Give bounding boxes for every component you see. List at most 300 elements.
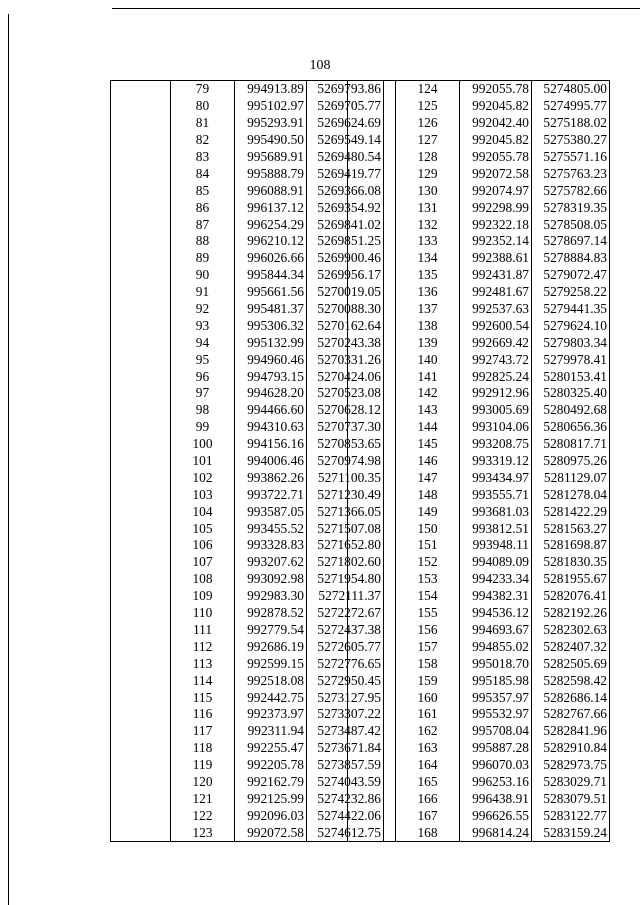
y-coordinate-cell: 5282407.32	[532, 638, 610, 655]
table-row	[348, 284, 610, 301]
table-row	[111, 250, 384, 267]
table-row	[348, 486, 610, 503]
point-number-cell: 151	[396, 537, 460, 554]
blank-cell	[111, 638, 171, 655]
point-number-cell: 108	[171, 571, 235, 588]
blank-cell	[111, 537, 171, 554]
table-row	[348, 216, 610, 233]
point-number-cell: 137	[396, 301, 460, 318]
table-row	[348, 672, 610, 689]
x-coordinate-cell: 993005.69	[460, 402, 532, 419]
x-coordinate-cell: 993455.52	[235, 520, 307, 537]
blank-cell	[111, 368, 171, 385]
x-coordinate-cell: 992055.78	[460, 149, 532, 166]
blank-cell	[348, 199, 396, 216]
blank-cell	[348, 81, 396, 98]
x-coordinate-cell: 996254.29	[235, 216, 307, 233]
table-row	[111, 706, 384, 723]
point-number-cell: 99	[171, 419, 235, 436]
table-row	[111, 723, 384, 740]
point-number-cell: 120	[171, 774, 235, 791]
x-coordinate-cell: 992518.08	[235, 672, 307, 689]
y-coordinate-cell: 5281698.87	[532, 537, 610, 554]
y-coordinate-cell: 5270019.05	[307, 284, 384, 301]
table-row	[111, 469, 384, 486]
table-row	[348, 622, 610, 639]
blank-cell	[111, 233, 171, 250]
point-number-cell: 96	[171, 368, 235, 385]
point-number-cell: 98	[171, 402, 235, 419]
table-row	[111, 81, 384, 98]
y-coordinate-cell: 5269900.46	[307, 250, 384, 267]
y-coordinate-cell: 5272950.45	[307, 672, 384, 689]
y-coordinate-cell: 5269851.25	[307, 233, 384, 250]
point-number-cell: 102	[171, 469, 235, 486]
point-number-cell: 94	[171, 334, 235, 351]
y-coordinate-cell: 5282686.14	[532, 689, 610, 706]
point-number-cell: 111	[171, 622, 235, 639]
point-number-cell: 123	[171, 824, 235, 841]
blank-cell	[348, 351, 396, 368]
blank-cell	[111, 132, 171, 149]
table-row	[348, 689, 610, 706]
blank-cell	[111, 149, 171, 166]
y-coordinate-cell: 5282076.41	[532, 588, 610, 605]
table-row	[111, 165, 384, 182]
blank-cell	[348, 115, 396, 132]
table-row	[348, 436, 610, 453]
blank-cell	[111, 436, 171, 453]
point-number-cell: 153	[396, 571, 460, 588]
blank-cell	[111, 571, 171, 588]
left-margin-rule	[8, 14, 9, 905]
table-row	[111, 520, 384, 537]
point-number-cell: 149	[396, 503, 460, 520]
x-coordinate-cell: 992599.15	[235, 655, 307, 672]
point-number-cell: 124	[396, 81, 460, 98]
point-number-cell: 79	[171, 81, 235, 98]
y-coordinate-cell: 5272605.77	[307, 638, 384, 655]
table-row	[111, 537, 384, 554]
x-coordinate-cell: 992162.79	[235, 774, 307, 791]
blank-cell	[348, 537, 396, 554]
table-row	[111, 267, 384, 284]
table-row	[111, 689, 384, 706]
point-number-cell: 112	[171, 638, 235, 655]
blank-cell	[111, 757, 171, 774]
blank-cell	[111, 554, 171, 571]
coordinates-table-left	[110, 80, 384, 842]
point-number-cell: 142	[396, 385, 460, 402]
x-coordinate-cell: 992055.78	[460, 81, 532, 98]
y-coordinate-cell: 5282973.75	[532, 757, 610, 774]
x-coordinate-cell: 993555.71	[460, 486, 532, 503]
blank-cell	[348, 672, 396, 689]
y-coordinate-cell: 5282841.96	[532, 723, 610, 740]
table-row	[111, 351, 384, 368]
x-coordinate-cell: 995689.91	[235, 149, 307, 166]
point-number-cell: 165	[396, 774, 460, 791]
y-coordinate-cell: 5281422.29	[532, 503, 610, 520]
table-row	[111, 199, 384, 216]
point-number-cell: 152	[396, 554, 460, 571]
blank-cell	[348, 605, 396, 622]
table-row	[348, 199, 610, 216]
table-row	[111, 790, 384, 807]
table-row	[111, 402, 384, 419]
point-number-cell: 100	[171, 436, 235, 453]
y-coordinate-cell: 5273487.42	[307, 723, 384, 740]
blank-cell	[348, 638, 396, 655]
x-coordinate-cell: 992042.40	[460, 115, 532, 132]
blank-cell	[348, 520, 396, 537]
x-coordinate-cell: 995102.97	[235, 98, 307, 115]
point-number-cell: 157	[396, 638, 460, 655]
table-row	[111, 622, 384, 639]
y-coordinate-cell: 5279978.41	[532, 351, 610, 368]
table-row	[111, 824, 384, 841]
point-number-cell: 97	[171, 385, 235, 402]
blank-cell	[348, 554, 396, 571]
point-number-cell: 167	[396, 807, 460, 824]
x-coordinate-cell: 992045.82	[460, 132, 532, 149]
point-number-cell: 90	[171, 267, 235, 284]
blank-cell	[348, 807, 396, 824]
x-coordinate-cell: 992686.19	[235, 638, 307, 655]
point-number-cell: 140	[396, 351, 460, 368]
point-number-cell: 141	[396, 368, 460, 385]
x-coordinate-cell: 992373.97	[235, 706, 307, 723]
point-number-cell: 103	[171, 486, 235, 503]
y-coordinate-cell: 5270974.98	[307, 453, 384, 470]
point-number-cell: 88	[171, 233, 235, 250]
table-row	[111, 182, 384, 199]
blank-cell	[348, 723, 396, 740]
x-coordinate-cell: 992442.75	[235, 689, 307, 706]
point-number-cell: 143	[396, 402, 460, 419]
point-number-cell: 161	[396, 706, 460, 723]
point-number-cell: 85	[171, 182, 235, 199]
x-coordinate-cell: 994628.20	[235, 385, 307, 402]
y-coordinate-cell: 5274805.00	[532, 81, 610, 98]
x-coordinate-cell: 993208.75	[460, 436, 532, 453]
x-coordinate-cell: 994536.12	[460, 605, 532, 622]
x-coordinate-cell: 996088.91	[235, 182, 307, 199]
x-coordinate-cell: 992878.52	[235, 605, 307, 622]
point-number-cell: 122	[171, 807, 235, 824]
blank-cell	[111, 301, 171, 318]
blank-cell	[348, 655, 396, 672]
blank-cell	[111, 672, 171, 689]
x-coordinate-cell: 995887.28	[460, 740, 532, 757]
top-rule	[112, 8, 640, 9]
blank-cell	[348, 385, 396, 402]
point-number-cell: 119	[171, 757, 235, 774]
table-row	[111, 807, 384, 824]
y-coordinate-cell: 5271230.49	[307, 486, 384, 503]
x-coordinate-cell: 992074.97	[460, 182, 532, 199]
y-coordinate-cell: 5279803.34	[532, 334, 610, 351]
x-coordinate-cell: 993862.26	[235, 469, 307, 486]
y-coordinate-cell: 5282910.84	[532, 740, 610, 757]
point-number-cell: 164	[396, 757, 460, 774]
blank-cell	[348, 824, 396, 841]
blank-cell	[348, 402, 396, 419]
x-coordinate-cell: 995018.70	[460, 655, 532, 672]
blank-cell	[111, 284, 171, 301]
point-number-cell: 144	[396, 419, 460, 436]
table-row	[348, 419, 610, 436]
point-number-cell: 158	[396, 655, 460, 672]
point-number-cell: 113	[171, 655, 235, 672]
y-coordinate-cell: 5281278.04	[532, 486, 610, 503]
y-coordinate-cell: 5282767.66	[532, 706, 610, 723]
y-coordinate-cell: 5269354.92	[307, 199, 384, 216]
point-number-cell: 148	[396, 486, 460, 503]
blank-cell	[348, 588, 396, 605]
blank-cell	[111, 98, 171, 115]
table-row	[111, 774, 384, 791]
x-coordinate-cell: 996814.24	[460, 824, 532, 841]
y-coordinate-cell: 5275571.16	[532, 149, 610, 166]
y-coordinate-cell: 5269841.02	[307, 216, 384, 233]
y-coordinate-cell: 5269705.77	[307, 98, 384, 115]
x-coordinate-cell: 994793.15	[235, 368, 307, 385]
blank-cell	[111, 351, 171, 368]
blank-cell	[111, 469, 171, 486]
y-coordinate-cell: 5272111.37	[307, 588, 384, 605]
table-row	[348, 301, 610, 318]
point-number-cell: 166	[396, 790, 460, 807]
y-coordinate-cell: 5280817.71	[532, 436, 610, 453]
x-coordinate-cell: 992125.99	[235, 790, 307, 807]
x-coordinate-cell: 993948.11	[460, 537, 532, 554]
point-number-cell: 132	[396, 216, 460, 233]
y-coordinate-cell: 5272437.38	[307, 622, 384, 639]
x-coordinate-cell: 995357.97	[460, 689, 532, 706]
table-row	[111, 334, 384, 351]
blank-cell	[111, 317, 171, 334]
point-number-cell: 125	[396, 98, 460, 115]
x-coordinate-cell: 992743.72	[460, 351, 532, 368]
table-row	[348, 250, 610, 267]
point-number-cell: 130	[396, 182, 460, 199]
blank-cell	[111, 790, 171, 807]
blank-cell	[348, 469, 396, 486]
y-coordinate-cell: 5269793.86	[307, 81, 384, 98]
blank-cell	[348, 149, 396, 166]
blank-cell	[111, 250, 171, 267]
table-row	[348, 334, 610, 351]
table-row	[111, 486, 384, 503]
x-coordinate-cell: 992205.78	[235, 757, 307, 774]
y-coordinate-cell: 5282192.26	[532, 605, 610, 622]
table-row	[348, 503, 610, 520]
x-coordinate-cell: 996137.12	[235, 199, 307, 216]
x-coordinate-cell: 992096.03	[235, 807, 307, 824]
table-row	[111, 453, 384, 470]
y-coordinate-cell: 5283029.71	[532, 774, 610, 791]
x-coordinate-cell: 993207.62	[235, 554, 307, 571]
blank-cell	[111, 740, 171, 757]
x-coordinate-cell: 992255.47	[235, 740, 307, 757]
blank-cell	[111, 216, 171, 233]
blank-cell	[348, 250, 396, 267]
blank-cell	[348, 301, 396, 318]
table-row	[111, 216, 384, 233]
y-coordinate-cell: 5269549.14	[307, 132, 384, 149]
y-coordinate-cell: 5270523.08	[307, 385, 384, 402]
point-number-cell: 159	[396, 672, 460, 689]
y-coordinate-cell: 5280656.36	[532, 419, 610, 436]
table-row	[111, 503, 384, 520]
blank-cell	[348, 233, 396, 250]
point-number-cell: 131	[396, 199, 460, 216]
y-coordinate-cell: 5274043.59	[307, 774, 384, 791]
table-row	[111, 284, 384, 301]
x-coordinate-cell: 992537.63	[460, 301, 532, 318]
y-coordinate-cell: 5270088.30	[307, 301, 384, 318]
point-number-cell: 87	[171, 216, 235, 233]
y-coordinate-cell: 5280325.40	[532, 385, 610, 402]
y-coordinate-cell: 5275188.02	[532, 115, 610, 132]
blank-cell	[111, 520, 171, 537]
blank-cell	[111, 81, 171, 98]
y-coordinate-cell: 5271507.08	[307, 520, 384, 537]
point-number-cell: 155	[396, 605, 460, 622]
y-coordinate-cell: 5275782.66	[532, 182, 610, 199]
table-row	[348, 402, 610, 419]
blank-cell	[111, 689, 171, 706]
blank-cell	[111, 807, 171, 824]
x-coordinate-cell: 996253.16	[460, 774, 532, 791]
coordinates-table-right	[347, 80, 610, 842]
x-coordinate-cell: 993328.83	[235, 537, 307, 554]
y-coordinate-cell: 5269624.69	[307, 115, 384, 132]
table-row	[348, 469, 610, 486]
point-number-cell: 80	[171, 98, 235, 115]
y-coordinate-cell: 5271366.05	[307, 503, 384, 520]
x-coordinate-cell: 992352.14	[460, 233, 532, 250]
table-row	[348, 655, 610, 672]
blank-cell	[348, 317, 396, 334]
blank-cell	[111, 706, 171, 723]
blank-cell	[111, 486, 171, 503]
table-row	[348, 267, 610, 284]
blank-cell	[348, 503, 396, 520]
blank-cell	[111, 655, 171, 672]
x-coordinate-cell: 994913.89	[235, 81, 307, 98]
blank-cell	[348, 706, 396, 723]
table-row	[348, 723, 610, 740]
point-number-cell: 146	[396, 453, 460, 470]
table-row	[111, 115, 384, 132]
point-number-cell: 110	[171, 605, 235, 622]
table-row	[348, 588, 610, 605]
point-number-cell: 126	[396, 115, 460, 132]
table-row	[348, 706, 610, 723]
point-number-cell: 91	[171, 284, 235, 301]
x-coordinate-cell: 995306.32	[235, 317, 307, 334]
table-row	[348, 317, 610, 334]
blank-cell	[111, 182, 171, 199]
point-number-cell: 139	[396, 334, 460, 351]
x-coordinate-cell: 996210.12	[235, 233, 307, 250]
point-number-cell: 133	[396, 233, 460, 250]
blank-cell	[348, 790, 396, 807]
y-coordinate-cell: 5270424.06	[307, 368, 384, 385]
x-coordinate-cell: 994006.46	[235, 453, 307, 470]
y-coordinate-cell: 5279258.22	[532, 284, 610, 301]
table-row	[111, 149, 384, 166]
x-coordinate-cell: 996438.91	[460, 790, 532, 807]
point-number-cell: 89	[171, 250, 235, 267]
blank-cell	[348, 165, 396, 182]
x-coordinate-cell: 992669.42	[460, 334, 532, 351]
blank-cell	[111, 267, 171, 284]
table-row	[111, 436, 384, 453]
x-coordinate-cell: 995185.98	[460, 672, 532, 689]
table-row	[111, 317, 384, 334]
blank-cell	[111, 402, 171, 419]
table-row	[348, 757, 610, 774]
y-coordinate-cell: 5270853.65	[307, 436, 384, 453]
y-coordinate-cell: 5274995.77	[532, 98, 610, 115]
page-number: 108	[309, 58, 331, 73]
x-coordinate-cell: 995708.04	[460, 723, 532, 740]
table-row	[348, 149, 610, 166]
x-coordinate-cell: 996026.66	[235, 250, 307, 267]
y-coordinate-cell: 5271802.60	[307, 554, 384, 571]
table-row	[111, 740, 384, 757]
table-row	[111, 233, 384, 250]
blank-cell	[348, 98, 396, 115]
point-number-cell: 168	[396, 824, 460, 841]
x-coordinate-cell: 995532.97	[460, 706, 532, 723]
point-number-cell: 107	[171, 554, 235, 571]
y-coordinate-cell: 5270737.30	[307, 419, 384, 436]
table-row	[348, 182, 610, 199]
blank-cell	[111, 622, 171, 639]
table-row	[111, 301, 384, 318]
x-coordinate-cell: 993319.12	[460, 453, 532, 470]
x-coordinate-cell: 992825.24	[460, 368, 532, 385]
blank-cell	[348, 757, 396, 774]
table-row	[348, 774, 610, 791]
blank-cell	[348, 740, 396, 757]
x-coordinate-cell: 992600.54	[460, 317, 532, 334]
y-coordinate-cell: 5273671.84	[307, 740, 384, 757]
x-coordinate-cell: 993722.71	[235, 486, 307, 503]
x-coordinate-cell: 994855.02	[460, 638, 532, 655]
y-coordinate-cell: 5275380.27	[532, 132, 610, 149]
blank-cell	[111, 605, 171, 622]
x-coordinate-cell: 992983.30	[235, 588, 307, 605]
y-coordinate-cell: 5271100.35	[307, 469, 384, 486]
point-number-cell: 154	[396, 588, 460, 605]
table-row	[348, 605, 610, 622]
y-coordinate-cell: 5272272.67	[307, 605, 384, 622]
point-number-cell: 117	[171, 723, 235, 740]
x-coordinate-cell: 992388.61	[460, 250, 532, 267]
point-number-cell: 101	[171, 453, 235, 470]
table-row	[111, 757, 384, 774]
y-coordinate-cell: 5269419.77	[307, 165, 384, 182]
table-row	[111, 554, 384, 571]
point-number-cell: 106	[171, 537, 235, 554]
point-number-cell: 121	[171, 790, 235, 807]
y-coordinate-cell: 5281129.07	[532, 469, 610, 486]
